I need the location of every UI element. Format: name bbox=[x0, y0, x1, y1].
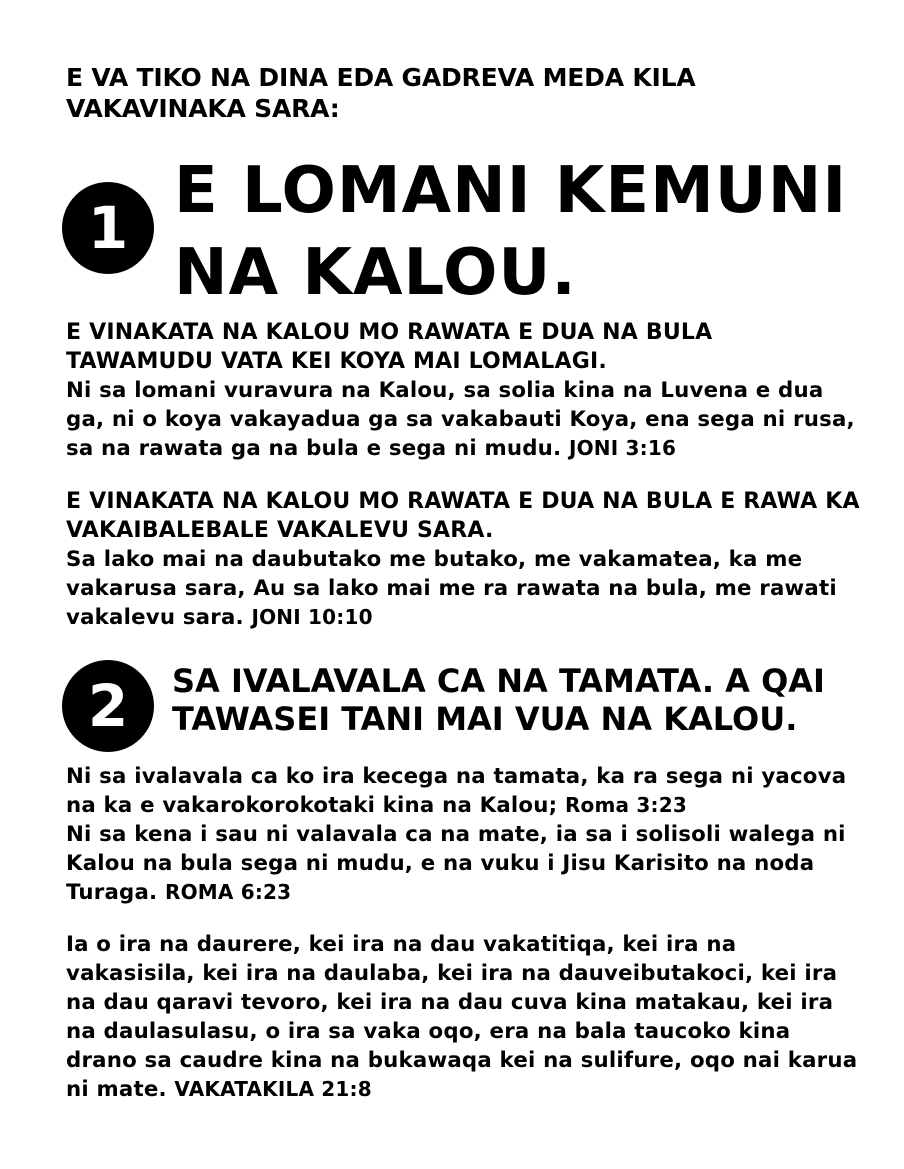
scripture-reference: Roma 3:23 bbox=[564, 793, 687, 817]
section-1-title: E LOMANI KEMUNI NA KALOU. bbox=[174, 154, 848, 310]
intro-heading: E VA TIKO NA DINA EDA GADREVA MEDA KILA VAKAVINAKA SARA: bbox=[66, 63, 696, 123]
section-2-paragraph-1 bbox=[66, 762, 866, 907]
scripture-reference: JONI 10:10 bbox=[251, 605, 373, 629]
paragraph-heading: E VINAKATA NA KALOU MO RAWATA E DUA NA BULA TAWAMUDU VATA KEI KOYA MAI LOMALAGI. bbox=[66, 320, 713, 374]
section-1-paragraph-2 bbox=[66, 487, 866, 632]
section-2-paragraph-2 bbox=[66, 930, 866, 1104]
paragraph-heading: E VINAKATA NA KALOU MO RAWATA E DUA NA BULA E RAWA KA VAKAIBALEBALE VAKALEVU SARA. bbox=[66, 489, 860, 543]
scripture-reference: VAKATAKILA 21:8 bbox=[174, 1077, 372, 1101]
paragraph-text: Sa lako mai na daubutako me butako, me vakamatea, ka me vakarusa sara, Au sa lako mai me ra rawata na bula, me rawati vakalevu sara. bbox=[66, 547, 837, 630]
scripture-reference: JONI 3:16 bbox=[568, 436, 677, 460]
paragraph-text: Ni sa ivalavala ca ko ira kecega na tamata, ka ra sega ni yacova na ka e vakarokorokotaki kina na Kalou; bbox=[66, 764, 847, 818]
section-1-paragraph-1 bbox=[66, 318, 866, 463]
paragraph-text: Ia o ira na daurere, kei ira na dau vakatitiqa, kei ira na vakasisila, kei ira na daulaba, kei ira na dauveibutakoci, kei ira na dau qaravi tevoro, kei ira na dau cuva kina matakau, kei ira na daulasulasu, o ira sa vaka oqo, era na bala taucoko kina drano sa caudre kina na bukawaqa kei na sulifure, oqo nai karua ni mate. bbox=[66, 932, 858, 1102]
section-2-title: SA IVALAVALA CA NA TAMATA. A QAI TAWASEI TANI MAI VUA NA KALOU. bbox=[172, 662, 825, 738]
paragraph-text: Ni sa kena i sau ni valavala ca na mate, ia sa i solisoli walega ni Kalou na bula sega ni mudu, e na vuku i Jisu Karisito na noda Turaga. bbox=[66, 822, 846, 905]
section-2-number-badge bbox=[62, 660, 154, 752]
scripture-reference: ROMA 6:23 bbox=[164, 880, 292, 904]
paragraph-text: Ni sa lomani vuravura na Kalou, sa solia kina na Luvena e dua ga, ni o koya vakayadua ga sa vakabauti Koya, ena sega ni rusa, sa na rawata ga na bula e sega ni mudu. bbox=[66, 378, 855, 461]
section-2-number: 2 bbox=[87, 672, 129, 740]
section-1-number: 1 bbox=[87, 194, 129, 262]
section-1-number-badge bbox=[62, 182, 154, 274]
